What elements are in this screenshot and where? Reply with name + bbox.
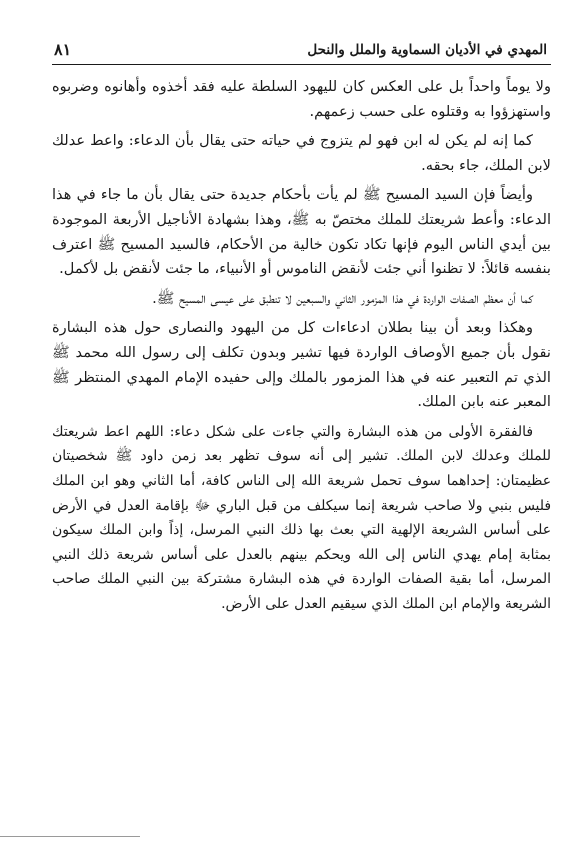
page-number: ٨١ (54, 40, 72, 59)
footer-rule (0, 836, 140, 837)
header-rule (52, 64, 551, 65)
paragraph: وهكذا وبعد أن بينا بطلان ادعاءات كل من اليهود والنصارى حول هذه البشارة نقول بأن جميع الأوصاف الواردة فيها تشير وبدون تكلف إلى رسول الله محمد ﷺ الذي تم التعبير عنه في هذا المزمور بالملك وإلى حفيده الإمام المهدي المنتظر ﷺ المعبر عنه بابن الملك. (52, 319, 551, 411)
paragraph: كما أن معظم الصفات الواردة في هذا المزمور الثاني والسبعين لا تنطبق على عيسى المسيح ﷺ. (152, 289, 533, 307)
paragraph: كما إنه لم يكن له ابن فهو لم يتزوج في حياته حتى يقال بأن الدعاء: واعط عدلك لابن الملك، جاء بحقه. (52, 132, 551, 174)
body-text (52, 75, 551, 616)
paragraph: وأيضاً فإن السيد المسيح ﷺ لم يأت بأحكام جديدة حتى يقال بأن ما جاء في هذا الدعاء: وأعط شريعتك للملك مختصّ به ﷺ، وهذا بشهادة الأناجيل الأربعة الموجودة بين أيدي الناس اليوم فإنها تكاد تكون خالية من الأحكام، فالسيد المسيح ﷺ اعترف بنفسه قائلاً: لا تظنوا أني جئت لأنقض الناموس أو الأنبياء، ما جئت لأنقض بل لأكمل. (52, 186, 551, 278)
paragraph: فالفقرة الأولى من هذه البشارة والتي جاءت على شكل دعاء: اللهم اعط شريعتك للملك وعدلك لابن الملك. تشير إلى أنه سوف تظهر بعد زمن داود ﷺ شخصيتان عظيمتان: إحداهما سوف تحمل شريعة الله إلى الناس كافة، أما الثاني وهو ابن الملك فليس بنبي ولا صاحب شريعة إنما سيكلف من قبل الباري ﷻ بإقامة العدل في الأرض على أساس الشريعة الإلهية التي بعث بها ذلك النبي المرسل، إذاً وابن الملك سيكون بمثابة إمام يهدي الناس إلى الله ويحكم بينهم بالعدل على أساس شريعة ذلك النبي المرسل، أما بقية الصفات الواردة في هذه البشارة مشتركة بين النبي الملك صاحب الشريعة والإمام ابن الملك الذي سيقيم العدل على الأرض. (52, 423, 551, 612)
paragraph: ولا يوماً واحداً بل على العكس كان لليهود السلطة عليه فقد أخذوه وأهانوه وضربوه واستهزؤوا به وقتلوه على حسب زعمهم. (52, 78, 551, 120)
running-header (52, 38, 551, 60)
running-title: المهدي في الأديان السماوية والملل والنحل (307, 42, 547, 58)
